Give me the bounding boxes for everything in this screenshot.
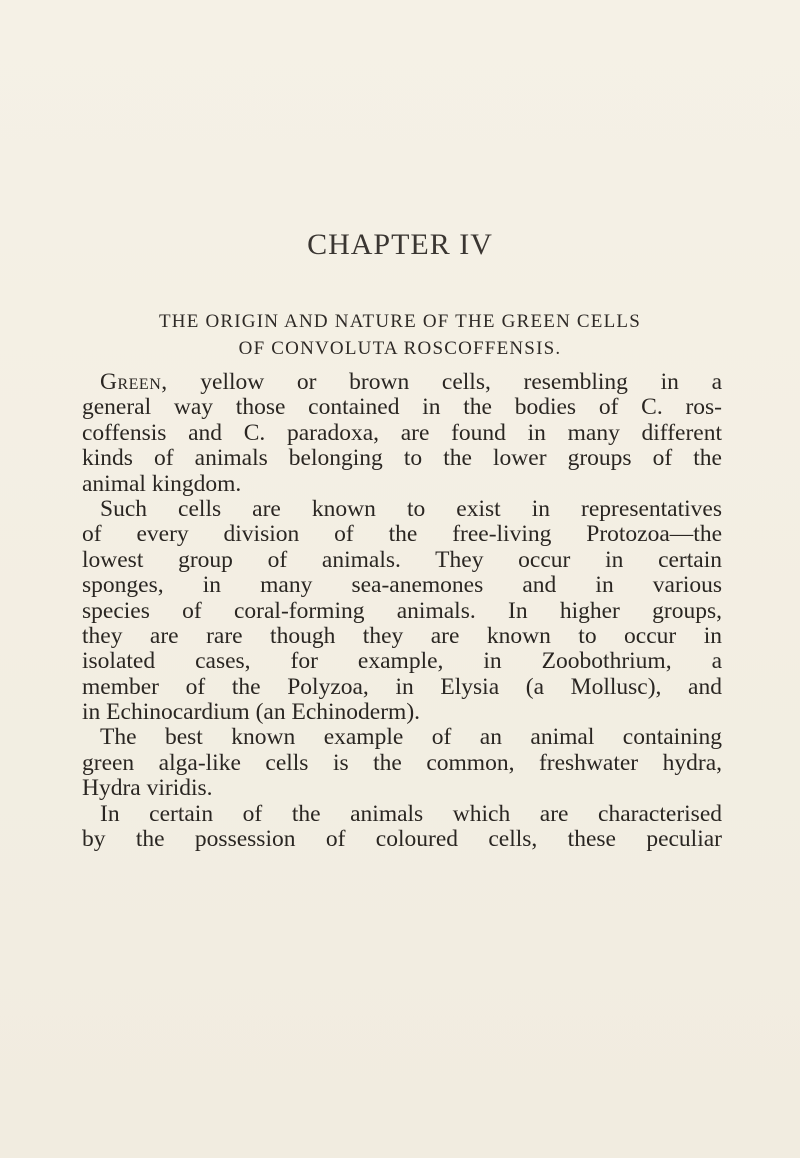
chapter-title xyxy=(80,308,720,362)
paragraph-line: sponges, in many sea-anemones and in various xyxy=(82,572,722,599)
paragraph-line: coffensis and C. paradoxa, are found in many different xyxy=(82,419,722,446)
paragraph-line: The best known example of an animal containing xyxy=(100,724,722,751)
paragraph-line: by the possession of coloured cells, these peculiar xyxy=(82,826,722,853)
body-text xyxy=(82,370,722,852)
paragraph-line: Such cells are known to exist in representatives xyxy=(100,495,722,522)
paragraph-line: isolated cases, for example, in Zoobothrium, a xyxy=(82,648,722,675)
paragraph-line: member of the Polyzoa, in Elysia (a Mollusc), and xyxy=(82,673,722,700)
paragraph-line: they are rare though they are known to occur in xyxy=(82,622,722,649)
lead-word: Green, xyxy=(100,369,168,395)
paragraph-line: lowest group of animals. They occur in certain xyxy=(82,546,722,573)
chapter-title-line-1: THE ORIGIN AND NATURE OF THE GREEN CELLS xyxy=(159,311,641,332)
paragraph-line: Green, yellow or brown cells, resembling in a xyxy=(100,369,722,395)
paragraph-line: In certain of the animals which are characterised xyxy=(100,800,722,827)
paragraph-line: general way those contained in the bodies of C. ros- xyxy=(82,394,722,421)
chapter-title-line-2: OF CONVOLUTA ROSCOFFENSIS. xyxy=(238,338,562,359)
paragraph-line: kinds of animals belonging to the lower groups of the xyxy=(82,445,722,472)
paragraph-line: Hydra viridis. xyxy=(82,775,213,802)
paragraph-line: of every division of the free-living Protozoa—the xyxy=(82,521,722,548)
paragraph-line: in Echinocardium (an Echinoderm). xyxy=(82,699,421,726)
paragraph-line: green alga-like cells is the common, freshwater hydra, xyxy=(82,749,722,776)
paragraph-line: species of coral-forming animals. In higher groups, xyxy=(82,597,722,624)
chapter-heading: CHAPTER IV xyxy=(307,228,493,261)
paragraph-line: animal kingdom. xyxy=(82,470,242,497)
